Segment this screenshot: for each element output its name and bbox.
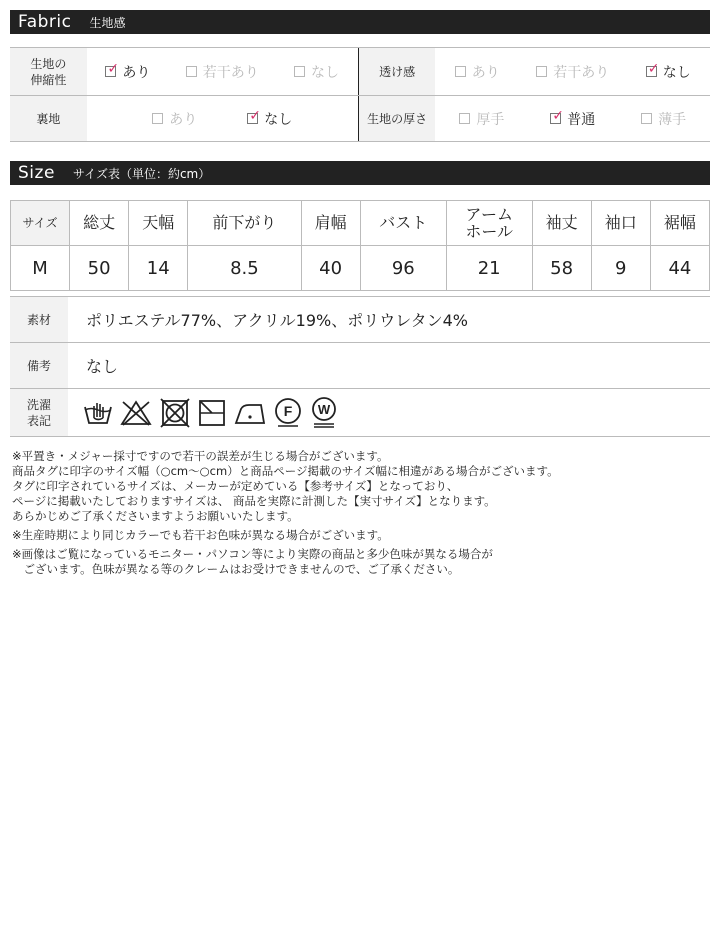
- thickness-label: 生地の厚さ: [358, 96, 435, 142]
- option-lining-yes: あり: [152, 109, 197, 129]
- table-row: [11, 246, 710, 291]
- remarks-label: 備考: [10, 343, 68, 389]
- option-lining-no: ✓ なし: [249, 108, 293, 128]
- option-stretch-yes: ✓ あり: [107, 61, 151, 81]
- note-line: あらかじめご了承くださいますようお願いいたします。: [12, 509, 299, 523]
- note-line: ページに掲載いたしておりますサイズは、 商品を実際に計測した【実寸サイズ】となります。: [12, 494, 496, 508]
- size-subtitle: サイズ表（単位：約cm）: [72, 166, 211, 181]
- note-line: ※生産時期により同じカラーでも若干お色味が異なる場合がございます。: [12, 528, 389, 542]
- option-stretch-no: なし: [294, 62, 339, 82]
- iron-low-icon: [233, 398, 267, 428]
- note-line: ございます。色味が異なる等のクレームはお受けできませんので、ご了承ください。: [12, 562, 460, 576]
- option-thick: 厚手: [459, 109, 504, 129]
- size-header-label: サイズ: [11, 201, 70, 246]
- size-value: 44: [650, 246, 709, 291]
- size-value: 21: [446, 246, 532, 291]
- material-label: 素材: [10, 297, 68, 343]
- size-table: [10, 200, 710, 291]
- checkbox-icon: [294, 66, 305, 77]
- checkbox-checked-icon: ✓: [647, 61, 660, 77]
- checkbox-icon: [641, 113, 652, 124]
- option-stretch-slight: 若干あり: [186, 62, 259, 82]
- hand-wash-icon: [83, 398, 113, 428]
- note-line: ※平置き・メジャー採寸ですので若干の誤差が生じる場合がございます。: [12, 449, 389, 463]
- size-value: 58: [532, 246, 591, 291]
- notes: [12, 449, 559, 577]
- size-value: 40: [301, 246, 360, 291]
- col-front-drop: 前下がり: [188, 201, 301, 246]
- size-value: 8.5: [188, 246, 301, 291]
- note-line: タグに印字されているサイズは、メーカーが定めている【参考サイズ】となっており、: [12, 479, 459, 493]
- line-dry-shade-icon: [197, 398, 227, 428]
- checkbox-icon: [455, 66, 466, 77]
- note-line: 商品タグに印字のサイズ幅（○cm～○cm）と商品ページ掲載のサイズ幅に相違がある場合がございます。: [12, 464, 559, 478]
- stretch-label: 生地の 伸縮性: [10, 48, 87, 96]
- no-tumble-dry-icon: [159, 398, 191, 428]
- care-label: 洗濯 表記: [10, 389, 68, 437]
- size-value: 96: [360, 246, 446, 291]
- size-value: 9: [591, 246, 650, 291]
- size-value: 14: [129, 246, 188, 291]
- size-title: Size: [18, 163, 55, 183]
- col-cuff: 袖口: [591, 201, 650, 246]
- dry-clean-f-icon: [273, 397, 303, 429]
- stretch-options: [87, 48, 358, 96]
- option-thin: 薄手: [641, 109, 686, 129]
- size-header: [10, 161, 710, 185]
- thickness-options: [435, 96, 710, 142]
- col-length: 総丈: [70, 201, 129, 246]
- size-value: 50: [70, 246, 129, 291]
- fabric-table: [10, 47, 710, 142]
- checkbox-checked-icon: ✓: [249, 108, 261, 124]
- option-normal: ✓ 普通: [552, 108, 596, 128]
- col-armhole: [446, 201, 532, 246]
- col-neck-width: 天幅: [129, 201, 188, 246]
- no-bleach-icon: [119, 398, 153, 428]
- col-shoulder: 肩幅: [301, 201, 360, 246]
- col-hem-width: 裾幅: [650, 201, 709, 246]
- care-icons: [68, 389, 710, 437]
- option-sheer-slight: 若干あり: [536, 62, 609, 82]
- wet-clean-letter: W: [317, 401, 331, 417]
- checkbox-icon: [536, 66, 547, 77]
- dry-clean-letter: F: [283, 402, 293, 419]
- sheer-options: [435, 48, 710, 96]
- size-name: M: [11, 246, 70, 291]
- note-line: ※画像はご覧になっているモニター・パソコン等により実際の商品と多少色味が異なる場合が: [12, 547, 493, 561]
- option-sheer-no: ✓ なし: [647, 61, 691, 81]
- checkbox-icon: [186, 66, 197, 77]
- lining-label: 裏地: [10, 96, 87, 142]
- checkbox-icon: [459, 113, 470, 124]
- wet-clean-w-icon: [309, 396, 339, 430]
- checkbox-checked-icon: ✓: [107, 61, 120, 77]
- remarks-text: なし: [68, 343, 710, 389]
- fabric-title: Fabric: [18, 12, 72, 32]
- lining-options: [87, 96, 358, 142]
- fabric-subtitle: 生地感: [89, 15, 126, 30]
- sheer-label: 透け感: [358, 48, 435, 96]
- material-text: ポリエステル77%、アクリル19%、ポリウレタン4%: [68, 297, 710, 343]
- option-sheer-yes: あり: [455, 62, 500, 82]
- fabric-header: [10, 10, 710, 34]
- col-armhole-text: アーム ホール: [465, 205, 514, 241]
- info-table: [10, 296, 710, 437]
- checkbox-checked-icon: ✓: [552, 108, 564, 124]
- col-sleeve-length: 袖丈: [532, 201, 591, 246]
- checkbox-icon: [152, 113, 163, 124]
- col-bust: バスト: [360, 201, 446, 246]
